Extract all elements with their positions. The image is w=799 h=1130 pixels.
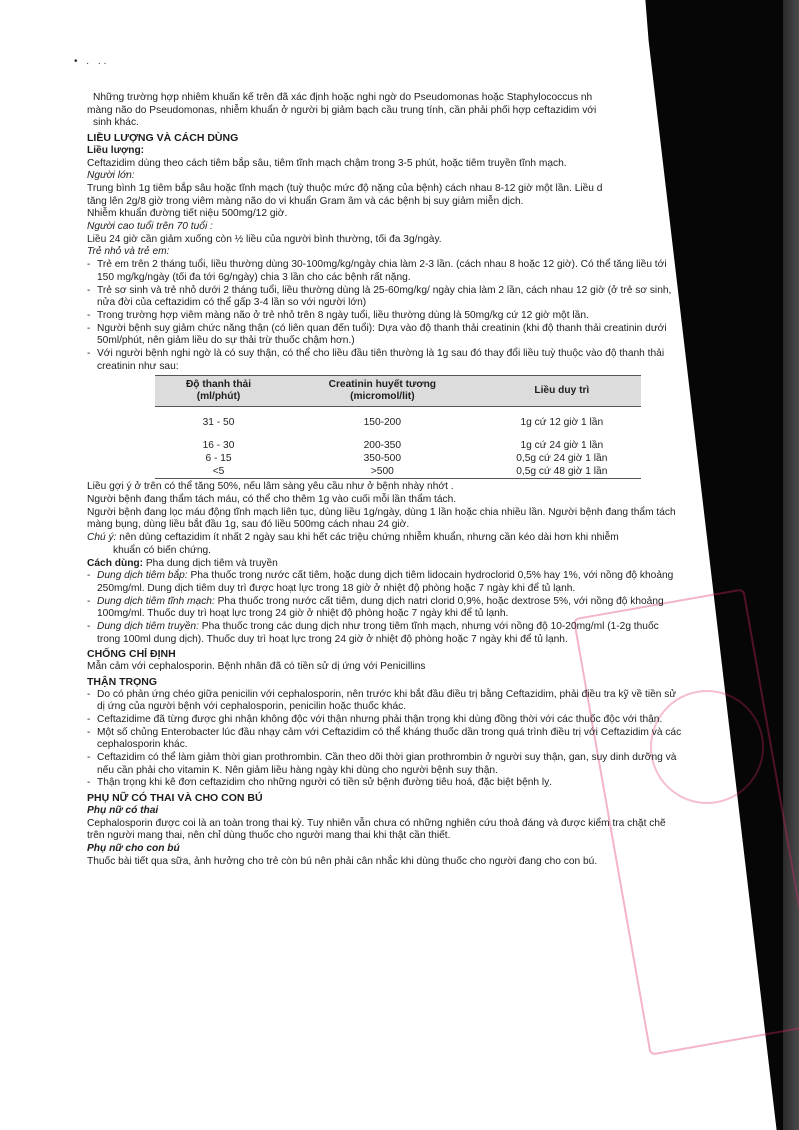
usage-item-text: Pha thuốc trong nước cất tiêm, dung dịch natri clorid 0,9%, hoặc dextrose 5%, với nồng độ khoảng 100mg/ml. Thuốc duy trì hoạt lực trong 24 giờ ở nhiệt độ phòng hoặc 7 ngày khi để tủ lạnh. [97,595,664,620]
list-item [87,596,682,621]
table-cell: 350-500 [363,452,402,464]
subheading-elderly: Người cao tuổi trên 70 tuổi : [87,221,213,233]
table-cell: 1g cứ 24 giờ 1 lần [520,440,604,452]
table-row [155,466,641,479]
intro-line-text: Những trường hợp nhiễm khuẩn kể trên đã xác định hoặc nghi ngờ do Pseudomonas hoặc Staphylococcus nh [93,92,593,103]
text-line: Thuốc bài tiết qua sữa, ảnh hưởng cho trẻ còn bú nên phải cân nhắc khi dùng thuốc cho người đang cho con bú. [87,855,598,867]
usage-item-label: Dung dịch tiêm bắp: [97,570,188,582]
text-line: Người bệnh đang thẩm tách máu, có thể cho thêm 1g vào cuối mỗi lần thẩm tách. [87,493,457,505]
header-marks: • . .. [74,56,110,67]
subheading-pregnant: Phụ nữ có thai [87,804,159,816]
section-heading-precautions: THẬN TRỌNG [87,675,157,688]
table-cell: 16 - 30 [202,440,235,452]
document-body [87,92,682,868]
text-line: Nhiễm khuẩn đường tiết niệu 500mg/12 giờ. [87,208,288,220]
column-header: Creatinin huyết tương (micromol/lit) [282,376,483,407]
usage-item-label: Dung dịch tiêm truyền: [97,621,199,633]
text-line: Mẫn cảm với cephalosporin. Bệnh nhân đã có tiền sử dị ứng với Penicillins [87,661,426,673]
list-item: - Trẻ em trên 2 tháng tuổi, liều thường dùng 30-100mg/kg/ngày chia làm 2-3 lần. (cách nhau 8 hoặc 12 giờ). Có thể tăng liều tới 150 mg/kg/ngày (tối đa tới 6g/ngày) chia 3 lần cho các bệnh rất nặng. [87,259,682,284]
table-header-row [155,376,641,407]
table-row [155,430,641,453]
subheading-children: Trẻ nhỏ và trẻ em: [87,246,170,258]
section-heading-pregnancy: PHỤ NỮ CÓ THAI VÀ CHO CON BÚ [87,792,263,805]
table-row [155,453,641,466]
list-item: - Ceftazidim có thể làm giảm thời gian prothrombin. Cần theo dõi thời gian prothrombin ở người suy thận, gan, suy dinh dưỡng và nếu cần phải cho vitamin K. Nên giảm liều hàng ngày khi dùng cho người bệnh suy thận. [87,752,682,777]
caution-text: nên dùng ceftazidim ít nhất 2 ngày sau khi hết các triệu chứng nhiễm khuẩn, nhưng cần kéo dài hơn khi nhiễm [119,532,619,544]
text-line: Người bệnh đang lọc máu động tĩnh mạch liên tục, dùng liều 1g/ngày, dùng 1 lần hoặc chia nhiều lần. Người bệnh đang thẩm tách màng bụng, dùng liều bắt đầu 1g, sau đó liều 500mg cách nhau 24 giờ. [87,506,676,531]
table-cell: <5 [155,466,282,479]
list-item: - Với người bệnh nghi ngờ là có suy thận, có thể cho liều đầu tiên thường là 1g sau đó thay đổi liều tuỳ thuộc vào độ thanh thải creatinin như sau: [87,348,682,373]
text-line: Trung bình 1g tiêm bắp sâu hoặc tĩnh mạch (tuỳ thuộc mức độ nặng của bệnh) cách nhau 8-12 giờ một lần. Liều d [87,182,603,194]
section-heading-contraindications: CHỐNG CHỈ ĐỊNH [87,648,176,661]
usage-item-label: Dung dịch tiêm tĩnh mạch: [97,595,215,607]
list-item: - Do có phản ứng chéo giữa penicilin với cephalosporin, nên trước khi bắt đầu điều trị bằng Ceftazidim, phải điều tra kỹ về tiền sử dị ứng của người bệnh với cephalosporin, penicilin hoặc thuốc khác. [87,689,682,714]
list-item: - Trẻ sơ sinh và trẻ nhỏ dưới 2 tháng tuổi, liều thường dùng là 25-60mg/kg/ ngày chia làm 2 lần, cách nhau 12 giờ (ở trẻ sơ sinh, nửa đời của ceftazidim có thể gấp 3-4 lần so với người lớn) [87,285,682,310]
usage-label: Cách dùng: [87,557,144,569]
intro-line: sinh khác. [93,117,139,129]
table-cell: 200-350 [363,440,402,452]
list-item [87,621,682,646]
table-cell: 31 - 50 [202,417,235,429]
intro-line: màng não do Pseudomonas, nhiễm khuẩn ở người bị giảm bạch cầu trung tính, cần phải phối hợp ceftazidim với [87,104,597,116]
caution-continuation: khuẩn có biến chứng. [113,544,212,556]
table-cell: >500 [282,466,483,479]
list-item: - Người bệnh suy giảm chức năng thận (có liên quan đến tuổi): Dựa vào độ thanh thải creatinin (khi độ thanh thải creatinin dưới 50ml/phút, nên giảm liều do sự thải trừ thuốc chậm hơn.) [87,323,682,348]
table-cell: 6 - 15 [205,452,232,464]
intro-line [87,92,682,105]
list-item [87,570,682,595]
dose-table [155,375,641,479]
usage-text: Pha dung dịch tiêm và truyền [145,557,278,569]
subheading-dose: Liều lượng: [87,144,145,156]
table-cell: 1g cứ 12 giờ 1 lần [520,417,604,429]
caution-label: Chú ý: [87,532,117,544]
list-item: - Một số chủng Enterobacter lúc đầu nhạy cảm với Ceftazidim có thể kháng thuốc dần trong quá trình điều trị với Ceftazidim và các cephalosporin khác. [87,727,682,752]
table-cell: 0,5g cứ 48 giờ 1 lần [483,466,641,479]
list-item: - Trong trường hợp viêm màng não ở trẻ nhỏ trên 8 ngày tuổi, liều thường dùng là 50mg/kg cứ 12 giờ một lần. [87,310,682,323]
list-item: - Ceftazidime đã từng được ghi nhận không độc với thận nhưng phải thận trọng khi dùng đồng thời với các thuốc độc với thận. [87,714,682,727]
usage-item-text: Pha thuốc trong các dung dịch như trong tiêm tĩnh mạch, nhưng với nồng độ 10-20mg/ml (1-2g thuốc trong 100ml dung dịch). Thuốc duy trì hoạt lực trong 24 giờ ở nhiệt độ phòng hoặc 7 ngày khi để tủ lạnh. [97,621,659,645]
caution-note [87,532,682,557]
usage-item-text: Pha thuốc trong nước cất tiêm, hoặc dung dịch tiêm lidocain hydroclorid 0,5% hay 1%, với nồng độ khoảng 250mg/ml. Dung dịch tiêm duy trì được hoạt lực trong 18 giờ ở nhiệt độ phòng hoặc 7 ngày khi để tủ lạnh. [97,570,674,594]
column-header: Liều duy trì [483,376,641,407]
subheading-breastfeeding: Phụ nữ cho con bú [87,842,180,854]
column-header: Độ thanh thải (ml/phút) [155,376,282,407]
text-line: tăng lên 2g/8 giờ trong viêm màng não do vi khuẩn Gram âm và các bệnh bị suy giảm miễn dịch. [87,195,524,207]
table-row [155,407,641,430]
text-line: Liều 24 giờ cần giảm xuống còn ½ liều của người bình thường, tối đa 3g/ngày. [87,233,442,245]
list-item: - Thận trọng khi kê đơn ceftazidim cho những người có tiền sử bệnh đường tiêu hoá, đặc biệt bệnh lỵ. [87,777,682,790]
text-line: Liều gợi ý ở trên có thể tăng 50%, nếu lâm sàng yêu cầu như ở bệnh nhày nhớt . [87,481,454,493]
subheading-adult: Người lớn: [87,170,135,182]
section-heading-dosage: LIỀU LƯỢNG VÀ CÁCH DÙNG [87,132,239,145]
table-cell: 0,5g cứ 24 giờ 1 lần [516,452,608,464]
text-line: Ceftazidim dùng theo cách tiêm bắp sâu, tiêm tĩnh mạch chậm trong 3-5 phút, hoặc tiêm truyền tĩnh mạch. [87,157,567,169]
text-line: Cephalosporin được coi là an toàn trong thai kỳ. Tuy nhiên vẫn chưa có những nghiên cứu thoả đáng và được kiểm tra chặt chẽ trên người mang thai, nên chỉ dùng thuốc cho người mang thai khi thật cần thiết. [87,817,666,842]
table-cell: 150-200 [363,417,402,429]
usage-line [87,558,682,571]
